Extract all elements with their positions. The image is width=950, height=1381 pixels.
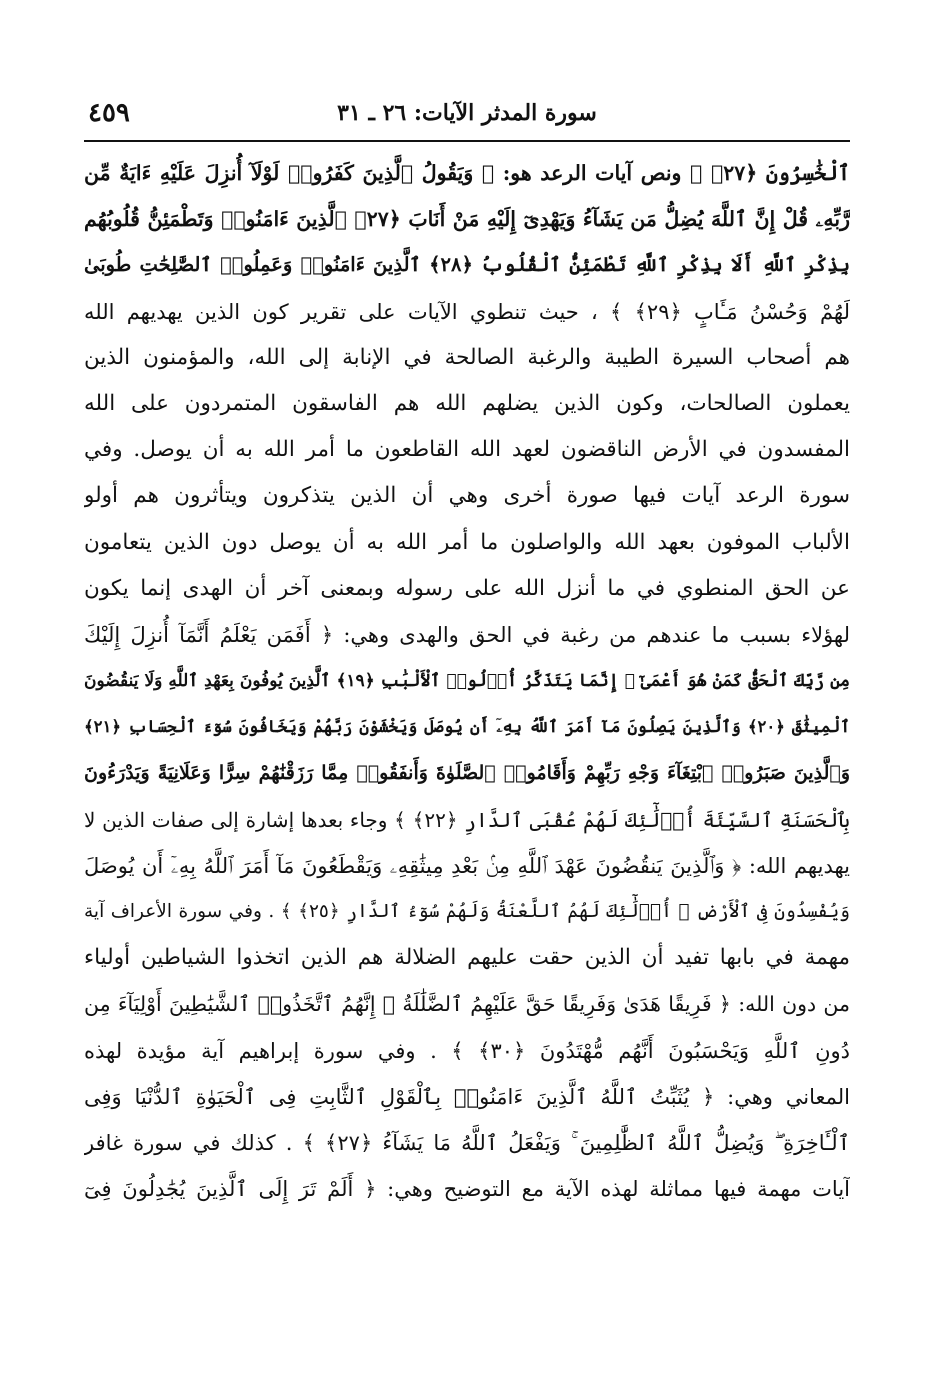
text-line: ٱلْخَٰسِرُونَ ﴿٢٧﴾ ﴾ ونص آيات الرعد هو: ﴿ وَيَقُولُ ٱلَّذِينَ كَفَرُوا۟ لَوْلَآ أُنزِلَ عَلَيْهِ ءَايَةٌ مِّن <box>84 161 850 185</box>
text-line: لهؤلاء بسبب ما عندهم من رغبة في الحق والهدى وهي: ﴿ أَفَمَن يَعْلَمُ أَنَّمَآ أُنزِلَ إِلَيْكَ <box>84 622 850 647</box>
text-line: هم أصحاب السيرة الطيبة والرغبة الصالحة في الإنابة إلى الله، والمؤمنون الذين <box>84 344 850 370</box>
text-line: دُونِ ٱللَّهِ وَيَحْسَبُونَ أَنَّهُم مُّهْتَدُونَ ﴿٣٠﴾ ﴾ . وفي سورة إبراهيم آية مؤيدة لهذه <box>84 1038 850 1063</box>
text-line: بِذِكْرِ ٱللَّهِ أَلَا بِذِكْرِ ٱللَّهِ تَطْمَئِنُّ ٱلْقُلُوبُ ﴿٢٨﴾ ٱلَّذِينَ ءَامَنُوا۟ وَعَمِلُوا۟ ٱلصَّٰلِحَٰتِ طُوبَىٰ <box>84 253 850 277</box>
text-line: ٱلْـَٔاخِرَةِ ۖ وَيُضِلُّ ٱللَّهُ ٱلظَّٰلِمِينَ ۚ وَيَفْعَلُ ٱللَّهُ مَا يَشَآءُ ﴿٢٧﴾ ﴾ . كذلك في سورة غافر <box>84 1130 850 1155</box>
page-header <box>84 98 850 138</box>
header-rule <box>84 140 850 142</box>
text-line: يعملون الصالحات، وكون الذين يضلهم الله هم الفاسقون المتمردون على الله <box>84 390 850 416</box>
text-line: سورة الرعد آيات فيها صورة أخرى وهي أن الذين يتذكرون ويتأثرون هم أولو <box>84 483 850 509</box>
text-line: مِن رَّبِّكَ ٱلْحَقُّ كَمَنْ هُوَ أَعْمَىٰٓ ۚ إِنَّمَا يَتَذَكَّرُ أُو۟لُوا۟ ٱلْأَلْبَٰبِ ﴿١٩﴾ ٱلَّذِينَ يُوفُونَ بِعَهْدِ ٱللَّهِ وَلَا يَنقُضُونَ <box>84 671 850 692</box>
text-line: ٱلْمِيثَٰقَ ﴿٢٠﴾ وَٱلَّذِينَ يَصِلُونَ مَآ أَمَرَ ٱللَّهُ بِهِۦٓ أَن يُوصَلَ وَيَخْشَوْنَ رَبَّهُمْ وَيَخَافُونَ سُوٓءَ ٱلْحِسَابِ ﴿٢١﴾ <box>84 717 850 737</box>
text-line: لَهُمْ وَحُسْنُ مَـَٔابٍ ﴿٢٩﴾ ﴾ ، حيث تنطوي الآيات على تقرير كون الذين يهديهم الله <box>84 299 850 324</box>
text-line: عن الحق المنطوي في ما أنزل الله على رسوله وبمعنى آخر أن الهدى إنما يكون <box>84 575 850 601</box>
text-line: وَٱلَّذِينَ صَبَرُوا۟ ٱبْتِغَآءَ وَجْهِ رَبِّهِمْ وَأَقَامُوا۟ ٱلصَّلَوٰةَ وَأَنفَقُوا۟ مِمَّا رَزَقْنَٰهُمْ سِرًّا وَعَلَانِيَةً وَيَدْرَءُونَ <box>84 762 850 785</box>
text-line: من دون الله: ﴿ فَرِيقًا هَدَىٰ وَفَرِيقًا حَقَّ عَلَيْهِمُ ٱلضَّلَٰلَةُ ۗ إِنَّهُمُ ٱتَّخَذُوا۟ ٱلشَّيَٰطِينَ أَوْلِيَآءَ مِن <box>84 992 850 1017</box>
running-title: سورة المدثر الآيات: ٢٦ ـ ٣١ <box>337 100 597 126</box>
text-line: بِٱلْحَسَنَةِ ٱلسَّيِّئَةَ أُو۟لَٰٓئِكَ لَهُمْ عُقْبَى ٱلدَّارِ ﴿٢٢﴾ ﴾ وجاء بعدها إشارة إلى صفات الذين لا <box>84 807 850 832</box>
body-text <box>84 150 850 1212</box>
page-number: ٤٥٩ <box>88 98 130 128</box>
text-line: يهديهم الله: ﴿ وَٱلَّذِينَ يَنقُضُونَ عَهْدَ ٱللَّهِ مِنۢ بَعْدِ مِيثَٰقِهِۦ وَيَقْطَعُونَ مَآ أَمَرَ ٱللَّهُ بِهِۦٓ أَن يُوصَلَ <box>84 853 850 878</box>
text-line: آيات مهمة فيها مماثلة لهذه الآية مع التوضيح وهي: ﴿ أَلَمْ تَرَ إِلَى ٱلَّذِينَ يُجَٰدِلُونَ فِىٓ <box>84 1177 850 1202</box>
text-line: رَّبِّهِۦ قُلْ إِنَّ ٱللَّهَ يُضِلُّ مَن يَشَآءُ وَيَهْدِىٓ إِلَيْهِ مَنْ أَنَابَ ﴿٢٧﴾ ٱلَّذِينَ ءَامَنُوا۟ وَتَطْمَئِنُّ قُلُوبُهُم <box>84 207 850 232</box>
text-line: مهمة في بابها تفيد أن الذين حقت عليهم الضلالة هم الذين اتخذوا الشياطين أولياء <box>84 945 850 971</box>
text-line: وَيُفْسِدُونَ فِى ٱلْأَرْضِ ۙ أُو۟لَٰٓئِكَ لَهُمُ ٱللَّعْنَةُ وَلَهُمْ سُوٓءُ ٱلدَّارِ ﴿٢٥﴾ ﴾ . وفي سورة الأعراف آية <box>84 901 850 922</box>
text-line: الألباب الموفون بعهد الله والواصلون ما أمر الله به أن يوصل دون الذين يتعامون <box>84 529 850 555</box>
text-line: المعاني وهي: ﴿ يُثَبِّتُ ٱللَّهُ ٱلَّذِينَ ءَامَنُوا۟ بِٱلْقَوْلِ ٱلثَّابِتِ فِى ٱلْحَيَوٰةِ ٱلدُّنْيَا وَفِى <box>84 1084 850 1109</box>
text-line: المفسدون في الأرض الناقضون لعهد الله القاطعون ما أمر الله به أن يوصل. وفي <box>84 437 850 463</box>
